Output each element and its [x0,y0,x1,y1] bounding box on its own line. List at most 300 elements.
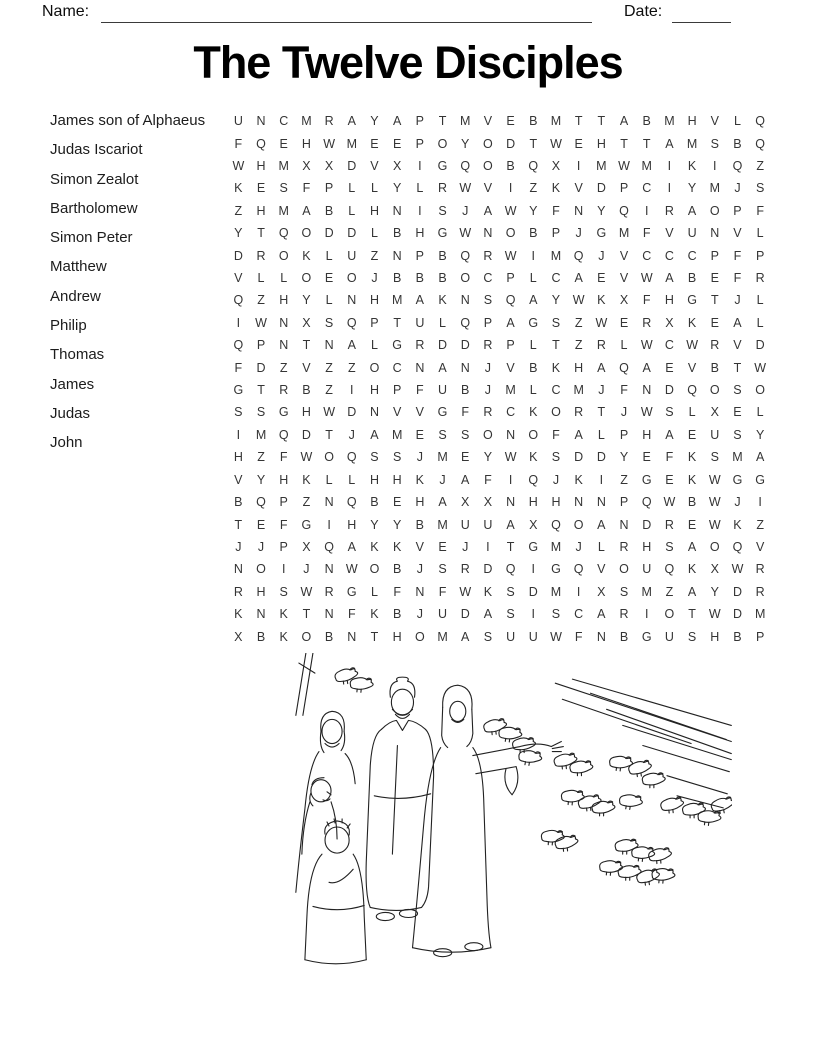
grid-cell: Q [573,248,584,263]
grid-cell: E [392,495,402,510]
grid-cell: S [665,539,674,554]
grid-cell: G [641,472,652,487]
grid-cell: F [733,271,742,286]
grid-cell: R [755,271,765,286]
grid-cell: V [755,539,765,554]
grid-cell: F [484,472,492,487]
grid-cell: H [710,629,720,644]
grid-cell: G [233,383,244,398]
grid-cell: H [596,136,606,151]
grid-cell: D [574,450,584,465]
grid-cell: N [256,114,266,129]
word-list-item: James son of Alphaeus [50,112,206,129]
grid-cell: A [574,427,583,442]
grid-cell: U [642,562,652,577]
grid-cell: U [438,607,448,622]
grid-cell: Q [664,562,675,577]
grid-cell: B [529,360,538,375]
grid-cell: E [687,517,697,532]
grid-cell: J [462,203,469,218]
grid-cell: B [324,203,334,218]
grid-cell: H [392,472,402,487]
grid-cell: N [483,226,493,241]
grid-cell: V [415,405,425,420]
grid-cell: Y [392,181,402,196]
grid-cell: K [529,450,538,465]
grid-cell: R [710,338,720,353]
grid-cell: F [347,607,356,622]
grid-cell: T [597,114,606,129]
grid-cell: K [551,360,561,375]
grid-cell: V [415,539,425,554]
grid-cell: L [370,181,378,196]
grid-cell: M [391,427,403,442]
grid-cell: H [415,495,425,510]
grid-cell: W [686,338,698,353]
grid-cell: W [300,450,313,465]
grid-cell: K [279,629,288,644]
grid-cell: X [710,405,719,420]
grid-cell: K [438,293,447,308]
grid-cell: H [301,405,311,420]
grid-cell: O [369,562,380,577]
grid-cell: N [596,629,606,644]
grid-cell: R [279,383,289,398]
grid-cell: T [642,136,651,151]
grid-cell: Y [370,114,379,129]
grid-cell: W [459,226,472,241]
grid-cell: A [483,607,493,622]
grid-cell: X [302,539,311,554]
grid-cell: E [665,472,674,487]
grid-cell: U [687,226,697,241]
grid-cell: W [323,136,335,151]
grid-cell: S [551,315,561,330]
grid-cell: A [665,427,674,442]
grid-cell: L [439,315,446,330]
grid-cell: Q [528,472,539,487]
grid-cell: Q [732,159,743,174]
grid-cell: V [619,271,629,286]
grid-cell: X [302,315,311,330]
grid-cell: M [754,607,766,622]
grid-cell: E [574,136,583,151]
grid-cell: F [642,226,651,241]
grid-cell: P [279,495,288,510]
grid-cell: W [708,495,721,510]
grid-cell: C [551,383,561,398]
grid-cell: L [257,271,265,286]
grid-cell: H [279,293,289,308]
grid-cell: B [529,226,538,241]
grid-cell: U [483,517,493,532]
ground-hatch-lines [555,679,731,808]
grid-cell: G [528,539,539,554]
grid-cell: U [664,629,674,644]
grid-cell: I [350,383,354,398]
word-list-item: Simon Zealot [50,170,139,188]
grid-cell: L [280,271,288,286]
grid-cell: E [256,181,266,196]
grid-cell: I [576,584,581,599]
grid-cell: I [667,181,672,196]
grid-cell: G [641,629,652,644]
grid-cell: K [551,181,561,196]
grid-cell: N [506,427,516,442]
grid-cell: H [256,159,266,174]
grid-cell: O [460,271,471,286]
grid-cell: V [370,159,379,174]
grid-cell: L [597,427,605,442]
grid-cell: O [551,405,561,420]
grid-cell: O [505,226,516,241]
grid-cell: N [506,495,516,510]
grid-cell: B [370,495,379,510]
grid-cell: E [279,136,288,151]
grid-cell: Z [257,450,265,465]
grid-cell: M [437,629,448,644]
grid-cell: O [346,271,357,286]
grid-cell: G [346,584,357,599]
grid-cell: O [256,562,266,577]
grid-cell: Q [460,315,471,330]
grid-cell: Z [665,584,674,599]
grid-cell: S [506,584,515,599]
grid-cell: A [733,315,742,330]
grid-cell: Q [233,338,244,353]
grid-cell: H [642,539,652,554]
grid-cell: U [438,383,448,398]
grid-cell: B [461,383,470,398]
grid-cell: G [437,405,448,420]
grid-cell: Q [755,136,766,151]
grid-cell: H [256,203,266,218]
grid-cell: B [506,159,515,174]
grid-cell: S [370,450,379,465]
grid-cell: R [664,517,674,532]
grid-cell: M [618,226,630,241]
grid-cell: J [552,472,560,487]
grid-cell: F [234,360,243,375]
grid-cell: P [415,248,425,263]
grid-cell: S [438,562,447,577]
grid-cell: N [415,584,425,599]
grid-cell: S [733,427,742,442]
grid-cell: T [370,629,379,644]
grid-cell: S [483,629,493,644]
grid-cell: O [369,360,380,375]
grid-cell: N [596,495,606,510]
grid-cell: G [437,159,448,174]
grid-cell: D [642,517,652,532]
grid-cell: A [461,629,470,644]
grid-cell: J [575,539,582,554]
grid-cell: T [552,338,560,353]
grid-cell: A [461,472,470,487]
grid-cell: P [415,114,425,129]
grid-cell: V [574,181,583,196]
grid-cell: X [483,495,493,510]
grid-cell: N [392,248,402,263]
word-list-item: Judas Iscariot [50,141,143,159]
grid-cell: L [529,383,537,398]
grid-cell: T [325,427,333,442]
grid-cell: X [324,159,334,174]
grid-cell: Q [278,226,289,241]
grid-cell: T [620,136,628,151]
grid-cell: D [732,607,742,622]
grid-cell: J [734,293,741,308]
grid-cell: K [370,539,379,554]
grid-cell: K [234,607,243,622]
grid-cell: J [439,472,446,487]
grid-cell: R [256,248,266,263]
grid-cell: W [459,181,472,196]
grid-cell: K [302,472,311,487]
grid-cell: B [438,271,447,286]
grid-cell: O [709,383,720,398]
grid-cell: R [664,203,674,218]
grid-cell: E [619,315,629,330]
grid-cell: T [438,114,447,129]
grid-cell: S [733,383,742,398]
grid-cell: O [301,271,312,286]
word-list-item: Bartholomew [50,199,138,217]
grid-cell: R [460,562,470,577]
grid-cell: Y [234,226,243,241]
word-list-item: Philip [50,317,87,335]
grid-cell: M [278,203,289,218]
grid-cell: A [438,360,447,375]
grid-cell: M [346,136,357,151]
grid-cell: A [597,607,606,622]
grid-cell: P [279,539,288,554]
grid-cell: B [733,136,742,151]
grid-cell: H [415,226,425,241]
grid-cell: I [644,203,649,218]
grid-cell: F [665,450,674,465]
grid-cell: J [371,271,378,286]
grid-cell: I [281,562,286,577]
grid-cell: O [483,159,493,174]
grid-cell: L [325,472,333,487]
grid-cell: A [392,114,402,129]
grid-cell: O [301,629,312,644]
grid-cell: M [550,248,562,263]
grid-cell: P [483,315,493,330]
grid-cell: C [664,338,674,353]
grid-cell: H [369,203,379,218]
grid-cell: N [347,293,357,308]
grid-cell: A [506,517,515,532]
grid-cell: E [392,136,402,151]
grid-cell: E [597,271,606,286]
grid-cell: Q [278,427,289,442]
grid-cell: V [597,562,606,577]
grid-cell: Y [483,450,493,465]
grid-cell: A [755,450,765,465]
grid-cell: L [370,584,378,599]
grid-cell: V [302,360,311,375]
grid-cell: F [461,405,470,420]
grid-cell: S [619,584,629,599]
grid-cell: W [504,248,517,263]
grid-cell: R [324,584,334,599]
grid-cell: I [576,159,581,174]
grid-cell: K [302,248,311,263]
grid-cell: K [687,159,697,174]
grid-cell: T [574,114,583,129]
grid-cell: R [619,539,629,554]
grid-cell: L [416,181,424,196]
grid-cell: H [279,472,289,487]
grid-cell: E [733,405,742,420]
grid-cell: P [551,226,561,241]
grid-cell: T [393,315,401,330]
grid-cell: X [619,293,629,308]
grid-cell: J [416,450,423,465]
grid-cell: Y [392,517,402,532]
grid-cell: I [486,539,490,554]
grid-cell: W [550,136,562,151]
grid-cell: K [279,607,288,622]
grid-cell: Y [710,584,719,599]
grid-cell: F [302,181,311,196]
grid-cell: Q [256,136,266,151]
grid-cell: N [710,226,720,241]
grid-cell: N [574,203,584,218]
grid-cell: G [687,293,697,308]
grid-cell: C [642,248,652,263]
grid-cell: U [506,629,516,644]
grid-cell: F [642,293,651,308]
grid-cell: R [324,114,334,129]
grid-cell: T [688,607,696,622]
grid-cell: K [597,293,606,308]
grid-cell: O [619,562,629,577]
staff-icon [296,653,315,715]
grid-cell: A [415,293,425,308]
grid-cell: G [437,226,448,241]
word-list-item: Andrew [50,287,101,305]
grid-cell: W [640,271,653,286]
grid-cell: M [550,114,562,129]
grid-cell: X [551,159,561,174]
grid-cell: W [754,360,767,375]
grid-cell: D [347,226,357,241]
grid-cell: X [234,629,243,644]
grid-cell: Z [279,360,288,375]
grid-cell: S [279,181,288,196]
grid-cell: Y [529,203,538,218]
grid-cell: Y [370,517,379,532]
grid-cell: R [415,338,425,353]
grid-cell: E [256,517,266,532]
grid-cell: Z [234,203,243,218]
grid-cell: L [370,338,378,353]
grid-cell: R [642,315,652,330]
grid-cell: Q [551,517,561,532]
grid-cell: A [438,495,447,510]
grid-cell: N [415,360,425,375]
grid-cell: X [665,315,674,330]
grid-cell: K [370,607,379,622]
grid-cell: G [392,338,403,353]
grid-cell: M [550,584,562,599]
grid-cell: J [348,427,355,442]
grid-cell: D [347,159,357,174]
grid-cell: I [644,607,649,622]
grid-cell: Y [256,472,266,487]
grid-cell: J [598,248,605,263]
grid-cell: L [756,226,764,241]
grid-cell: P [619,495,629,510]
grid-cell: L [370,226,378,241]
grid-cell: M [664,114,675,129]
grid-cell: N [279,338,289,353]
grid-cell: V [392,405,402,420]
grid-cell: L [756,315,764,330]
grid-cell: B [415,517,425,532]
grid-cell: U [233,114,243,129]
grid-cell: M [460,114,471,129]
grid-cell: B [687,495,697,510]
grid-cell: N [460,360,470,375]
grid-cell: J [484,383,492,398]
grid-cell: V [710,114,719,129]
grid-cell: W [345,562,358,577]
boy-figure [305,819,366,964]
grid-cell: S [256,405,266,420]
grid-cell: M [391,293,403,308]
grid-cell: Y [597,203,606,218]
grid-cell: D [528,584,538,599]
grid-cell: S [461,427,470,442]
grid-cell: A [619,114,629,129]
grid-cell: Z [325,360,333,375]
grid-cell: B [687,271,697,286]
grid-cell: H [301,136,311,151]
grid-cell: O [709,203,720,218]
grid-cell: S [324,315,334,330]
date-underline [672,1,731,23]
disciple-center-figure [366,677,434,920]
grid-cell: T [733,360,742,375]
grid-cell: H [347,517,357,532]
grid-cell: E [687,427,697,442]
grid-cell: P [256,338,266,353]
grid-cell: E [461,450,470,465]
word-list-item: Simon Peter [50,229,133,247]
grid-cell: B [302,383,311,398]
grid-cell: P [370,315,379,330]
name-label: Name: [42,3,90,20]
grid-cell: M [301,114,312,129]
page-title: The Twelve Disciples [193,37,623,88]
grid-cell: Z [756,159,764,174]
grid-cell: Z [257,293,265,308]
grid-cell: A [597,517,606,532]
grid-cell: Y [619,450,629,465]
grid-cell: Z [302,495,311,510]
grid-cell: S [710,450,719,465]
grid-cell: W [708,472,721,487]
grid-cell: K [574,472,583,487]
grid-cell: S [665,405,674,420]
grid-cell: E [324,271,334,286]
grid-cell: L [756,293,764,308]
grid-cell: L [733,114,741,129]
